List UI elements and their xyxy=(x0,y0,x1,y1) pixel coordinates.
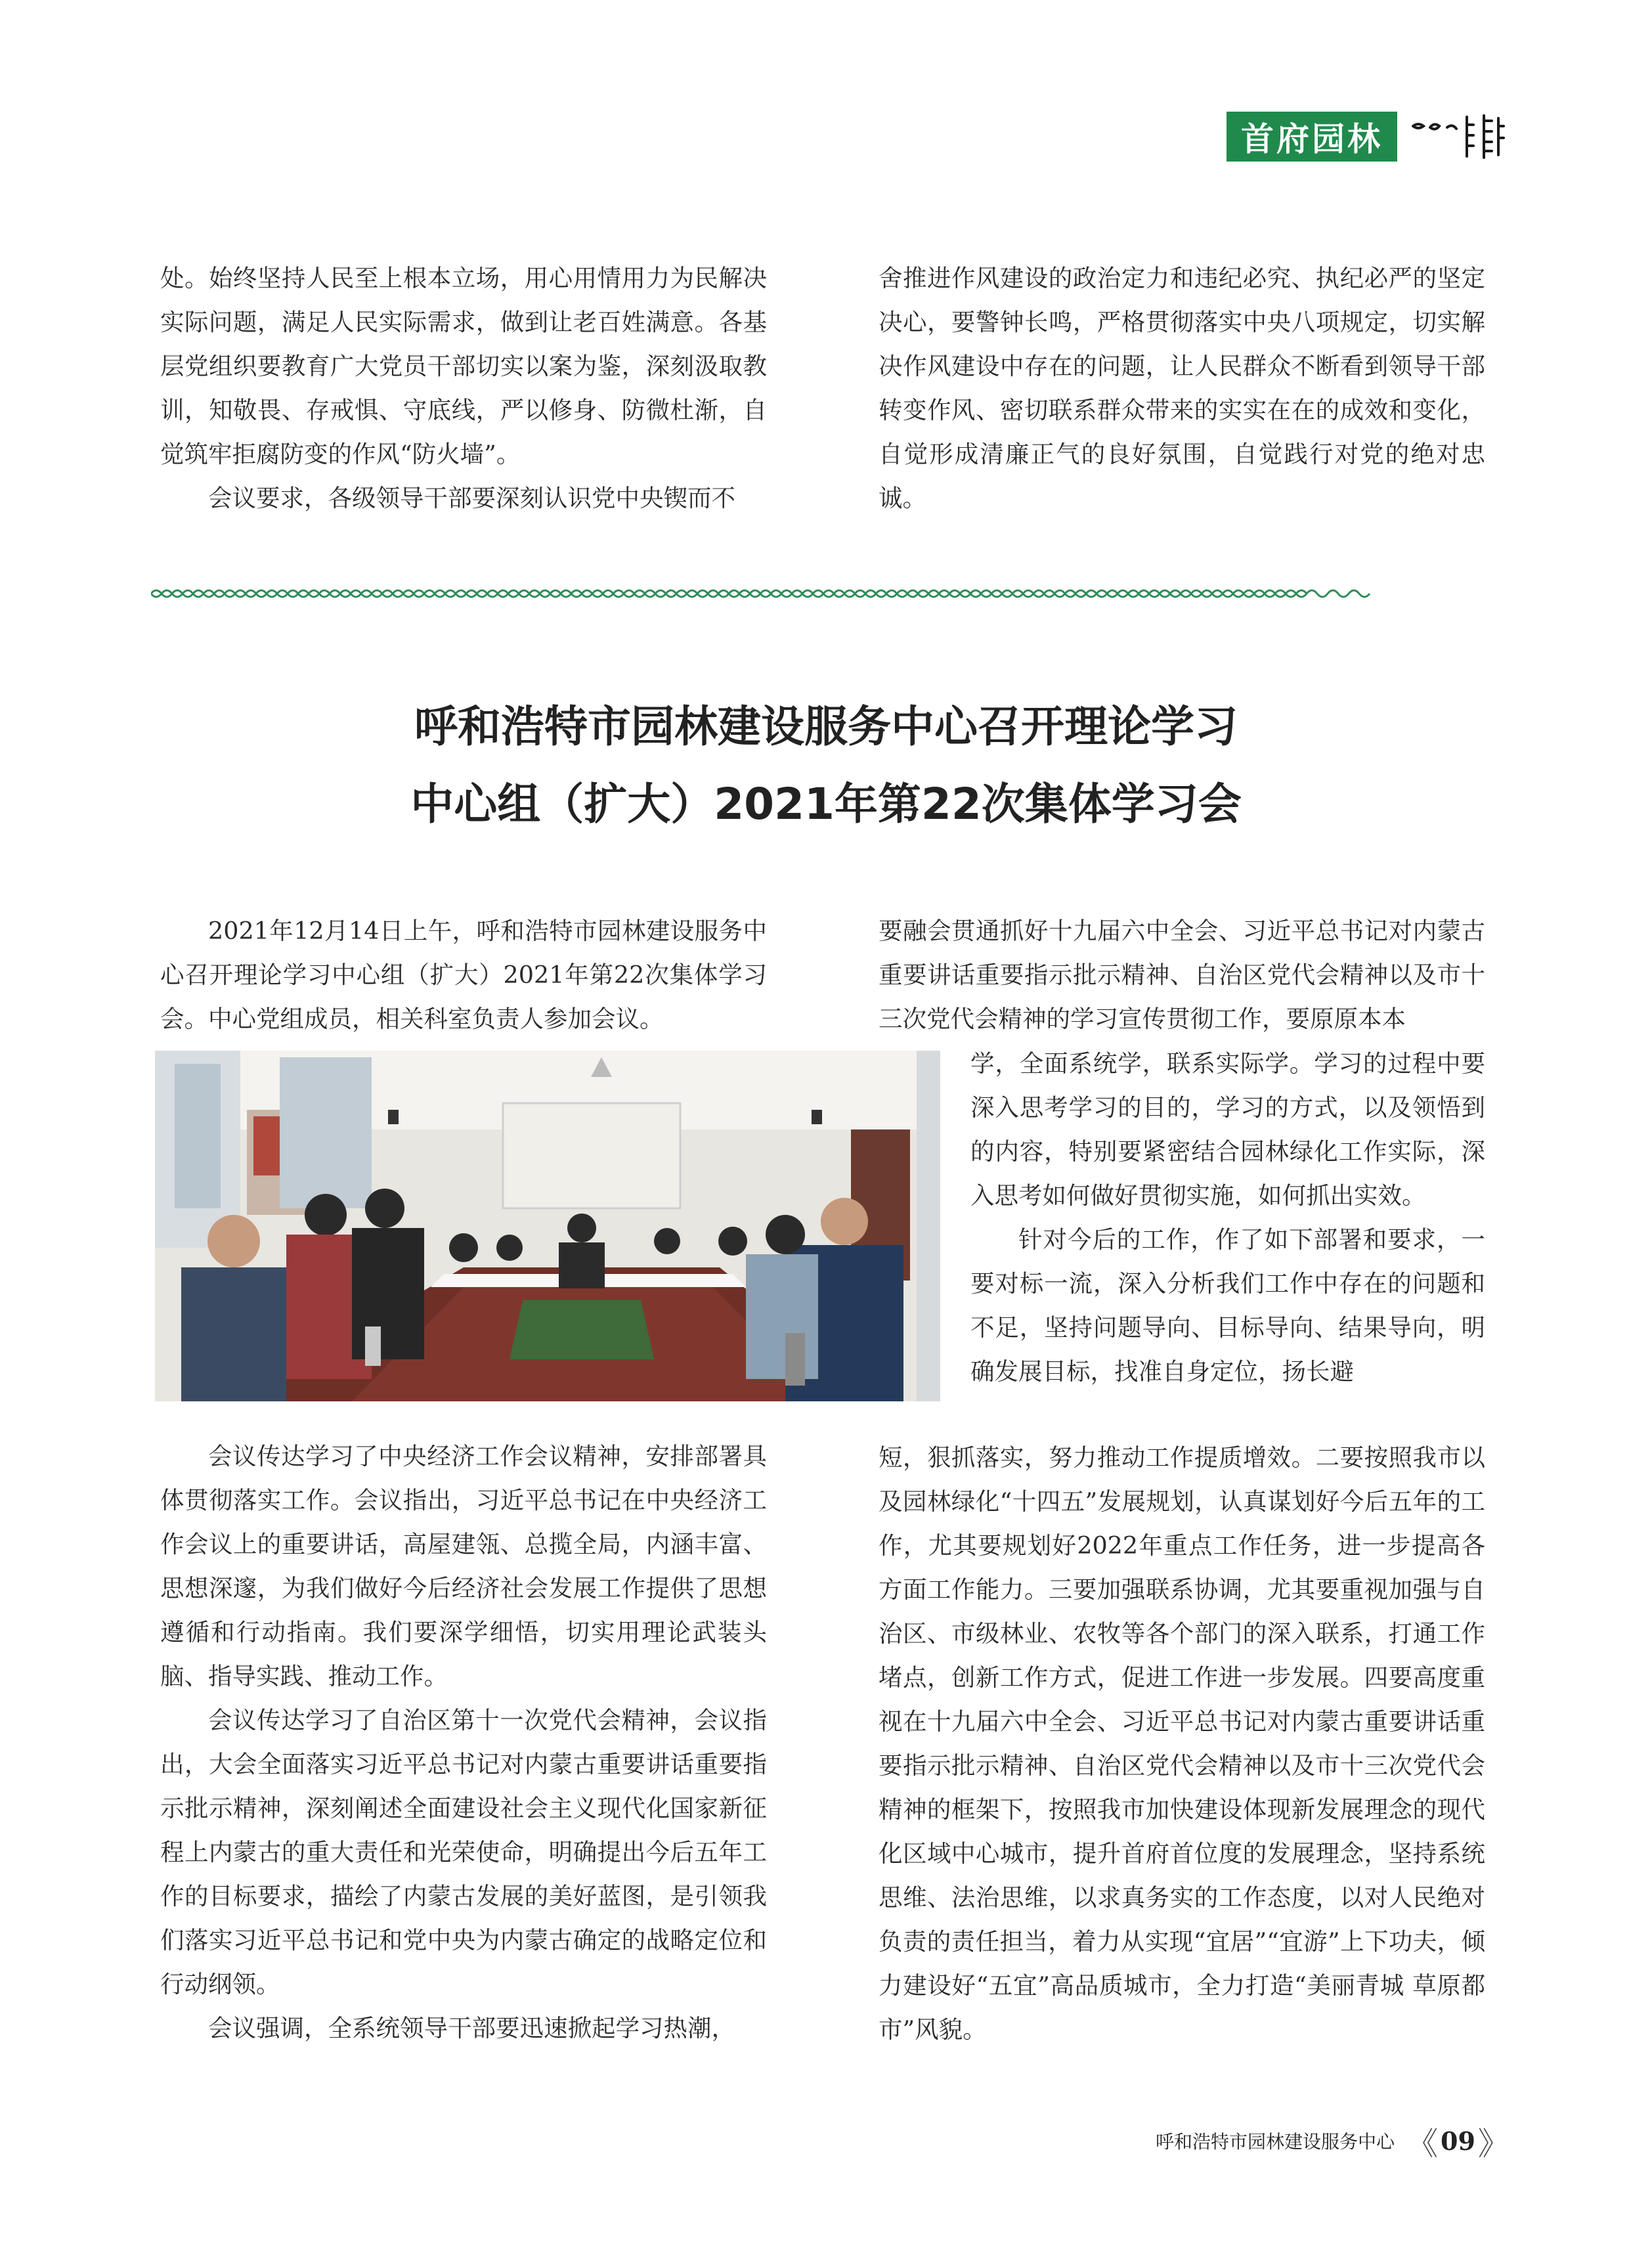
paragraph: 会议要求，各级领导干部要深刻认识党中央锲而不 xyxy=(208,484,735,512)
top-left-column xyxy=(160,256,767,520)
paragraph: 短，狠抓落实，努力推动工作提质增效。二要按照我市以及园林绿化“十四五”发展规划，认真谋划好今后五年的工作，尤其要规划好2022年重点工作任务，进一步提高各方面工作能力。三要加强联系协调，尤其要重视加强与自治区、市级林业、农牧等各个部门的深入联系，打通工作堵点，创新工作方式，促进工作进一步发展。四要高度重视在十九届六中全会、习近平总书记对内蒙古重要讲话重要指示批示精神、自治区党代会精神以及市十三次党代会精神的框架下，按照我市加快建设体现新发展理念的现代化区域中心城市，提升首府首位度的发展理念，坚持系统思维、法治思维，以求真务实的工作态度，以对人民绝对负责的责任担当，着力从实现“宜居”“宜游”上下功夫，倾力建设好“五宜”高品质城市，全力打造“美丽青城 草原都市”风貌。 xyxy=(879,1443,1485,2044)
chevron-right-icon: 》 xyxy=(1477,2125,1510,2162)
meeting-photo xyxy=(155,1051,940,1401)
top-right-column xyxy=(879,256,1485,520)
wave-divider xyxy=(151,586,1484,602)
page-footer xyxy=(1156,2121,1510,2160)
footer-org: 呼和浩特市园林建设服务中心 xyxy=(1156,2131,1395,2153)
article-title xyxy=(0,688,1652,843)
paragraph: 会议传达学习了自治区第十一次党代会精神，会议指出，大会全面落实习近平总书记对内蒙古重要讲话重要指示批示精神，深刻阐述全面建设社会主义现代化国家新征程上内蒙古的重大责任和光荣使命，明确提出今后五年工作的目标要求，描绘了内蒙古发展的美好蓝图，是引领我们落实习近平总书记和党中央为内蒙古确定的战略定位和行动纲领。 xyxy=(160,1706,767,1998)
paragraph: 要融会贯通抓好十九届六中全会、习近平总书记对内蒙古重要讲话重要指示批示精神、自治区党代会精神以及市十三次党代会精神的学习宣传贯彻工作，要原原本本 xyxy=(879,917,1485,1033)
page-number: 09 xyxy=(1441,2126,1475,2156)
magazine-logo xyxy=(1227,112,1505,162)
chevron-left-icon: 《 xyxy=(1406,2125,1439,2162)
title-line-1: 呼和浩特市园林建设服务中心召开理论学习 xyxy=(414,701,1238,752)
title-line-2: 中心组（扩大）2021年第22次集体学习会 xyxy=(410,779,1242,829)
body-left-column xyxy=(160,1434,767,2050)
paragraph: 处。始终坚持人民至上根本立场，用心用情用力为民解决实际问题，满足人民实际需求，做到让老百姓满意。各基层党组织要教育广大党员干部切实以案为鉴，深刻汲取教训，知敬畏、存戒惧、守底线，严以修身、防微杜渐，自觉筑牢拒腐防变的作风“防火墙”。 xyxy=(160,264,767,468)
intro-column xyxy=(160,909,767,1041)
paragraph: 会议强调，全系统领导干部要迅速掀起学习热潮， xyxy=(208,2014,735,2042)
paragraph: 学，全面系统学，联系实际学。学习的过程中要深入思考学习的目的，学习的方式，以及领悟到的内容，特别要紧密结合园林绿化工作实际，深入思考如何做好贯彻实施，如何抓出实效。 xyxy=(970,1049,1485,1210)
mongolian-script-logo-icon xyxy=(1406,112,1505,162)
body-right-bottom xyxy=(879,1435,1485,2051)
intro-paragraph: 2021年12月14日上午，呼和浩特市园林建设服务中心召开理论学习中心组（扩大）2021年第22次集体学习会。中心党组成员，相关科室负责人参加会议。 xyxy=(160,917,767,1033)
body-right-wrap xyxy=(970,1041,1485,1393)
body-right-top xyxy=(879,909,1485,1041)
paragraph: 舍推进作风建设的政治定力和违纪必究、执纪必严的坚定决心，要警钟长鸣，严格贯彻落实中央八项规定，切实解决作风建设中存在的问题，让人民群众不断看到领导干部转变作风、密切联系群众带来的实实在在的成效和变化，自觉形成清廉正气的良好氛围，自觉践行对党的绝对忠诚。 xyxy=(879,264,1485,512)
paragraph: 会议传达学习了中央经济工作会议精神，安排部署具体贯彻落实工作。会议指出，习近平总书记在中央经济工作会议上的重要讲话，高屋建瓴、总揽全局，内涵丰富、思想深邃，为我们做好今后经济社会发展工作提供了思想遵循和行动指南。我们要深学细悟，切实用理论武装头脑、指导实践、推动工作。 xyxy=(160,1442,767,1690)
logo-chinese-text: 首府园林 xyxy=(1227,112,1397,162)
paragraph: 针对今后的工作，作了如下部署和要求，一要对标一流，深入分析我们工作中存在的问题和不足，坚持问题导向、目标导向、结果导向，明确发展目标，找准自身定位，扬长避 xyxy=(970,1225,1485,1386)
